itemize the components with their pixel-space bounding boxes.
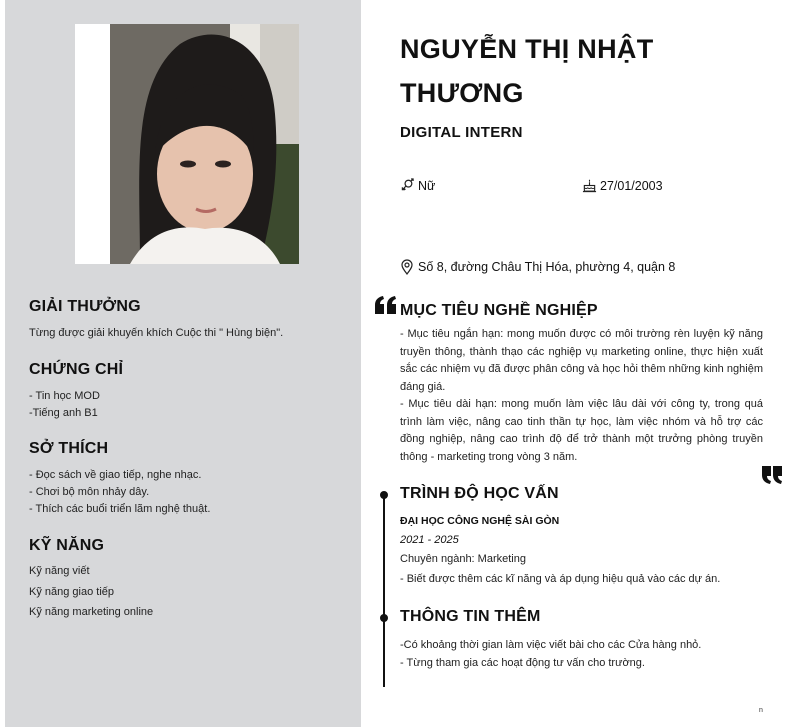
skills-title: KỸ NĂNG (29, 537, 105, 554)
awards-section (29, 298, 349, 342)
objective-short-term: - Mục tiêu ngắn hạn: mong muốn được có môi trường rèn luyện kỹ năng truyền thông, thành thạo các nghiệp vụ marketing online, thực hiện xuất sắc các nhiệm vụ đã được phân công và học hỏi thêm những kinh nghiệm đáng giá. (400, 328, 763, 393)
objective-title: MỤC TIÊU NGHỀ NGHIỆP (400, 302, 598, 319)
address-value: Số 8, đường Châu Thị Hóa, phường 4, quận 8 (418, 260, 676, 274)
certificate-item: -Tiếng anh B1 (29, 407, 98, 419)
certificates-title: CHỨNG CHỈ (29, 361, 124, 378)
gender-value: Nữ (418, 178, 436, 193)
timeline-line (383, 494, 385, 687)
education-title: TRÌNH ĐỘ HỌC VẤN (400, 485, 559, 502)
gender-info (400, 178, 435, 193)
hobbies-title: SỞ THÍCH (29, 440, 109, 457)
quote-close-icon (761, 466, 783, 484)
timeline-dot (380, 491, 388, 499)
portrait-image (110, 24, 299, 264)
cake-icon (582, 178, 597, 193)
hobby-item: - Thích các buổi triển lãm nghệ thuật. (29, 503, 211, 515)
birthdate-value: 27/01/2003 (600, 178, 663, 193)
birthdate-info (582, 178, 663, 193)
full-name: NGUYỄN THỊ NHẬT THƯƠNG (400, 34, 654, 108)
hobby-item: - Chơi bộ môn nhảy dây. (29, 486, 150, 498)
extra-list (400, 637, 701, 672)
education-major: Chuyên ngành: Marketing (400, 553, 526, 565)
skills-section (29, 537, 349, 623)
certificate-item: - Tin học MOD (29, 390, 100, 402)
education-note: - Biết được thêm các kĩ năng và áp dụng hiệu quả vào các dự án. (400, 573, 721, 585)
sidebar (5, 0, 361, 727)
footer-mark: n (759, 707, 763, 714)
job-title: DIGITAL INTERN (400, 124, 523, 141)
quote-open-icon (375, 296, 397, 314)
skill-item: Kỹ năng marketing online (29, 606, 154, 618)
education-years: 2021 - 2025 (400, 534, 459, 546)
gender-icon (400, 178, 415, 193)
objective-long-term: - Mục tiêu dài hạn: mong muốn làm việc lâu dài với công ty, trong quá trình làm việc, nâng cao tinh thần tự học, làm việc nhóm và hỗ trợ các đồng nghiệp, nâng cao trình độ để trở thành một trưởng phòng truyền thông - marketing trong vòng 3 năm. (400, 398, 763, 463)
skill-item: Kỹ năng giao tiếp (29, 585, 115, 598)
certificates-section (29, 361, 349, 422)
extra-title: THÔNG TIN THÊM (400, 608, 541, 625)
extra-item: -Có khoảng thời gian làm việc viết bài cho các Cửa hàng nhỏ. (400, 639, 702, 651)
hobby-item: - Đọc sách về giao tiếp, nghe nhạc. (29, 469, 202, 481)
awards-text: Từng được giải khuyến khích Cuộc thi " Hùng biện". (29, 327, 284, 339)
skill-item: Kỹ năng viết (29, 565, 90, 577)
address-info (399, 259, 675, 275)
timeline-dot (380, 614, 388, 622)
hobbies-section (29, 440, 349, 518)
location-pin-icon (399, 259, 415, 275)
main-content (361, 0, 800, 727)
extra-item: - Từng tham gia các hoạt động tư vấn cho trường. (400, 656, 645, 669)
awards-title: GIẢI THƯỞNG (29, 298, 141, 315)
profile-photo (75, 24, 299, 264)
education-school: ĐẠI HỌC CÔNG NGHỆ SÀI GÒN (400, 515, 560, 527)
